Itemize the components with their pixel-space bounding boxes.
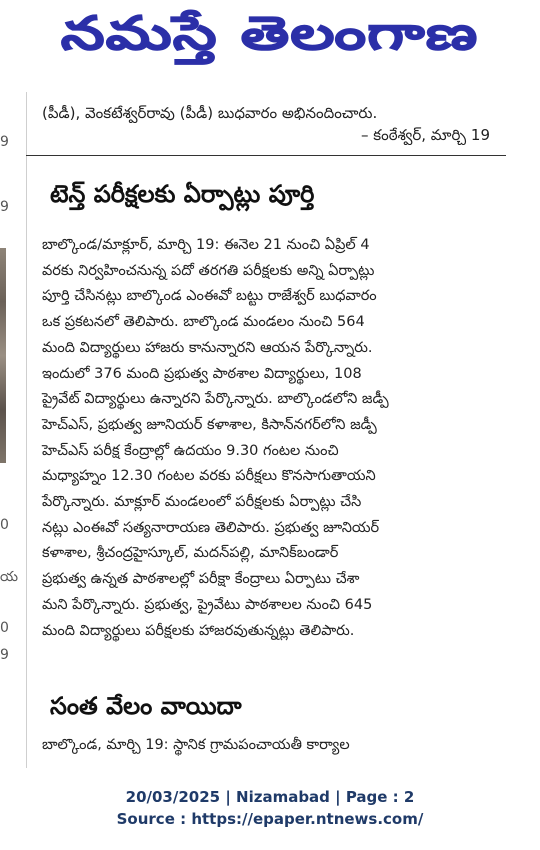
article-line: హెచ్‌ఎస్‌ పరీక్ష కేంద్రాల్లో ఉదయం 9.30 గంటల నుంచి <box>42 442 339 459</box>
article-line: వరకు నిర్వహించనున్న పదో తరగతి పరీక్షలకు అన్ని ఏర్పాట్లు <box>42 262 375 279</box>
fragment-char: 9 <box>0 134 9 150</box>
article-line: హెచ్‌ఎస్‌, ప్రభుత్వ జూనియర్‌ కళాశాల, కిసాన్‌నగర్‌లోని జడ్పీ <box>42 416 377 433</box>
masthead-title: నమస్తే తెలంగాణ <box>61 6 479 60</box>
caption-line: (పీడీ), వెంకటేశ్వర్‌రావు (పీడీ) బుధవారం అభినందించారు. <box>42 104 378 122</box>
article-line: మని పేర్కొన్నారు. ప్రభుత్వ, ప్రైవేటు పాఠశాలల నుంచి 645 <box>42 596 373 613</box>
article-line: పేర్కొన్నారు. మాక్లూర్‌ మండలంలో పరీక్షలకు ఏర్పాట్లు చేసి <box>42 494 362 511</box>
column-divider <box>26 92 27 768</box>
section-divider <box>26 155 506 156</box>
adjacent-column-fragment <box>0 92 22 768</box>
article-line: ఇందులో 376 మంది ప్రభుత్వ పాఠశాల విద్యార్థులు, 108 <box>42 365 362 382</box>
fragment-char: 9 <box>0 199 9 215</box>
article-line: కళాశాల, శ్రీచంద్రహైస్కూల్‌, మదన్‌పల్లి, మానిక్‌బండార్‌ <box>42 545 339 562</box>
article-headline-2: సంత వేలం వాయిదా <box>50 692 242 720</box>
footer-source: Source : https://epaper.ntnews.com/ <box>116 810 424 828</box>
caption-dateline: – కంఠేశ్వర్‌, మార్చి 19 <box>360 126 490 144</box>
article-body-2 <box>42 733 510 759</box>
fragment-char: 9 <box>0 647 9 663</box>
article-line: బాల్కొండ, మార్చి 19: స్థానిక గ్రామపంచాయతీ కార్యాల <box>42 737 350 753</box>
fragment-char: 0 <box>0 517 9 533</box>
footer-date-edition: 20/03/2025 | Nizamabad | Page : 2 <box>125 788 415 806</box>
article-line: మంది విద్యార్థులు హాజరు కానున్నారని ఆయన పేర్కొన్నారు. <box>42 339 373 356</box>
article-line: ప్రైవేట్‌ విద్యార్థులు ఉన్నారని పేర్కొన్నారు. బాల్కొండలోని జడ్పీ <box>42 391 389 408</box>
article-headline: టెన్త్‌ పరీక్షలకు ఏర్పాట్లు పూర్తి <box>50 180 315 208</box>
photo-caption <box>42 102 492 146</box>
source-footer <box>0 786 540 830</box>
article-line: మంది విద్యార్థులు పరీక్షలకు హాజరవుతున్నట్లు తెలిపారు. <box>42 622 355 639</box>
fragment-char: 0 <box>0 620 9 636</box>
fragment-char: య <box>0 569 19 585</box>
adjacent-photo-edge <box>0 248 6 463</box>
article-line: ప్రభుత్వ ఉన్నత పాఠశాలల్లో పరీక్షా కేంద్రాలు ఏర్పాటు చేశా <box>42 571 360 588</box>
article-line: ఒక ప్రకటనలో తెలిపారు. బాల్కొండ మండలం నుంచి 564 <box>42 314 365 331</box>
newspaper-masthead <box>0 0 540 90</box>
article-line: బాల్కొండ/మాక్లూర్‌, మార్చి 19: ఈనెల 21 నుంచి ఏప్రిల్‌ 4 <box>42 237 370 253</box>
article-line: నట్లు ఎంఈవో సత్యనారాయణ తెలిపారు. ప్రభుత్వ జూనియర్‌ <box>42 519 380 536</box>
article-body <box>42 233 510 644</box>
article-line: పూర్తి చేసినట్లు బాల్కొండ ఎంఈవో బట్టు రాజేశ్వర్‌ బుధవారం <box>42 288 377 305</box>
page-clipping <box>0 92 540 768</box>
article-line: మధ్యాహ్నం 12.30 గంటల వరకు పరీక్షలు కొనసాగుతాయని <box>42 468 376 485</box>
